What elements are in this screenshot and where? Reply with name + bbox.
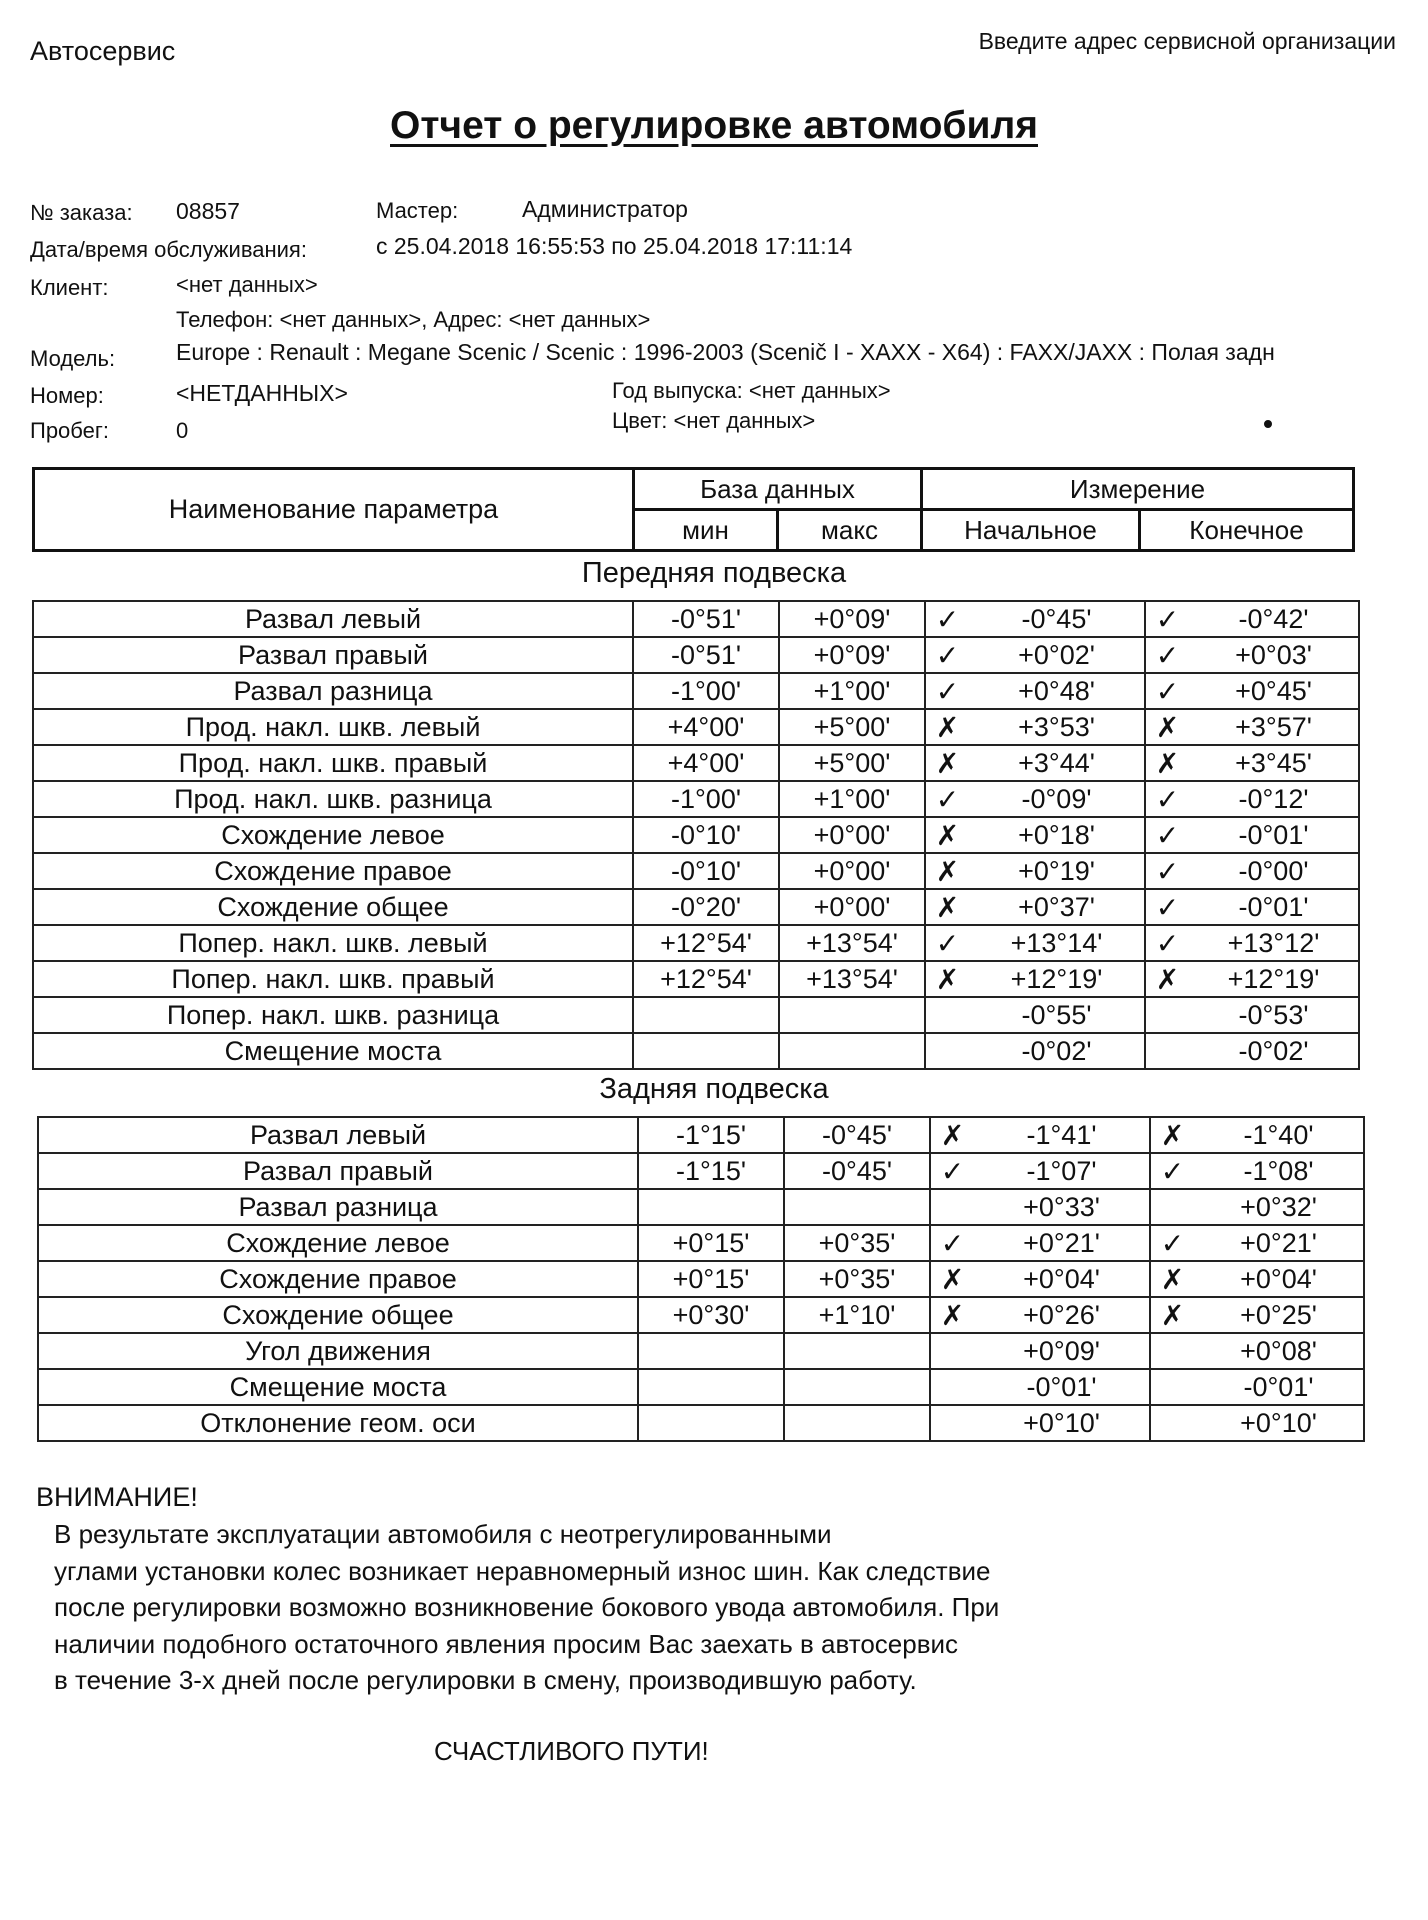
client-label: Клиент: bbox=[30, 275, 109, 300]
initial-value-cell: -0°02' bbox=[969, 1033, 1145, 1069]
db-min-cell: -0°51' bbox=[633, 601, 779, 637]
db-min-cell bbox=[638, 1369, 784, 1405]
db-min-cell: -0°20' bbox=[633, 889, 779, 925]
header-final: Конечное bbox=[1140, 510, 1354, 551]
final-status-mark: ✓ bbox=[1145, 817, 1189, 853]
initial-status-mark bbox=[925, 1033, 969, 1069]
initial-status-mark: ✗ bbox=[930, 1297, 974, 1333]
param-name-cell: Схождение правое bbox=[38, 1261, 638, 1297]
table-row bbox=[33, 781, 1359, 817]
front-table bbox=[32, 600, 1360, 1070]
mileage-label: Пробег: bbox=[30, 418, 110, 443]
table-row bbox=[38, 1261, 1364, 1297]
param-name-cell: Попер. накл. шкв. левый bbox=[33, 925, 633, 961]
final-value-cell: +13°12' bbox=[1189, 925, 1359, 961]
model-value: Europe : Renault : Megane Scenic / Scenic : 1996-2003 (Scenič I - XAXX - X64) : FAXX/JAXX : Полая задн bbox=[176, 339, 1275, 365]
param-name-cell: Развал левый bbox=[33, 601, 633, 637]
final-status-mark: ✗ bbox=[1145, 745, 1189, 781]
model-label: Модель: bbox=[30, 346, 116, 371]
initial-value-cell: -0°45' bbox=[969, 601, 1145, 637]
final-value-cell: +3°57' bbox=[1189, 709, 1359, 745]
final-status-mark: ✓ bbox=[1145, 853, 1189, 889]
farewell-text: СЧАСТЛИВОГО ПУТИ! bbox=[434, 1736, 709, 1766]
db-min-cell: -0°51' bbox=[633, 637, 779, 673]
order-label: № заказа: bbox=[30, 200, 133, 225]
db-min-cell bbox=[638, 1333, 784, 1369]
db-min-cell bbox=[638, 1189, 784, 1225]
param-name-cell: Схождение общее bbox=[38, 1297, 638, 1333]
final-value-cell: +0°25' bbox=[1194, 1297, 1364, 1333]
db-min-cell bbox=[638, 1405, 784, 1441]
db-max-cell: +0°00' bbox=[779, 817, 925, 853]
table-row bbox=[38, 1297, 1364, 1333]
final-value-cell: +3°45' bbox=[1189, 745, 1359, 781]
color-info: Цвет: <нет данных> bbox=[612, 408, 816, 433]
param-name-cell: Прод. накл. шкв. левый bbox=[33, 709, 633, 745]
initial-value-cell: +0°10' bbox=[974, 1405, 1150, 1441]
initial-status-mark: ✓ bbox=[925, 673, 969, 709]
db-min-cell: -0°10' bbox=[633, 817, 779, 853]
mileage-value: 0 bbox=[176, 418, 189, 443]
param-name-cell: Прод. накл. шкв. правый bbox=[33, 745, 633, 781]
db-min-cell: -0°10' bbox=[633, 853, 779, 889]
db-max-cell: +13°54' bbox=[779, 925, 925, 961]
db-max-cell: +1°10' bbox=[784, 1297, 930, 1333]
header-param-name: Наименование параметра bbox=[34, 469, 634, 551]
table-row bbox=[33, 925, 1359, 961]
final-status-mark bbox=[1150, 1189, 1194, 1225]
db-min-cell: -1°15' bbox=[638, 1117, 784, 1153]
final-value-cell: +0°21' bbox=[1194, 1225, 1364, 1261]
db-max-cell: +13°54' bbox=[779, 961, 925, 997]
company-name: Автосервис bbox=[30, 36, 176, 66]
year-info: Год выпуска: <нет данных> bbox=[612, 378, 891, 403]
warning-title: ВНИМАНИЕ! bbox=[36, 1482, 198, 1512]
initial-status-mark: ✓ bbox=[925, 601, 969, 637]
speck bbox=[1264, 420, 1272, 428]
param-name-cell: Отклонение геом. оси bbox=[38, 1405, 638, 1441]
final-value-cell: -1°40' bbox=[1194, 1117, 1364, 1153]
param-name-cell: Схождение левое bbox=[38, 1225, 638, 1261]
initial-value-cell: +0°26' bbox=[974, 1297, 1150, 1333]
param-name-cell: Схождение правое bbox=[33, 853, 633, 889]
master-value: Администратор bbox=[522, 196, 688, 222]
db-max-cell: +5°00' bbox=[779, 709, 925, 745]
final-status-mark: ✗ bbox=[1145, 961, 1189, 997]
datetime-label: Дата/время обслуживания: bbox=[30, 237, 307, 262]
initial-status-mark bbox=[930, 1405, 974, 1441]
initial-value-cell: +0°04' bbox=[974, 1261, 1150, 1297]
initial-value-cell: -0°01' bbox=[974, 1369, 1150, 1405]
final-value-cell: +0°45' bbox=[1189, 673, 1359, 709]
header-database: База данных bbox=[634, 469, 922, 510]
db-min-cell: -1°00' bbox=[633, 673, 779, 709]
initial-value-cell: +0°33' bbox=[974, 1189, 1150, 1225]
service-address: Введите адрес сервисной организации bbox=[978, 28, 1396, 54]
db-min-cell: +12°54' bbox=[633, 925, 779, 961]
param-name-cell: Развал правый bbox=[33, 637, 633, 673]
warning-line: углами установки колес возникает неравномерный износ шин. Как следствие bbox=[54, 1555, 991, 1586]
initial-value-cell: +0°21' bbox=[974, 1225, 1150, 1261]
db-max-cell: +0°00' bbox=[779, 889, 925, 925]
final-value-cell: -0°01' bbox=[1194, 1369, 1364, 1405]
number-value: <НЕТДАННЫХ> bbox=[176, 380, 348, 406]
header-min: мин bbox=[634, 510, 778, 551]
final-value-cell: -0°01' bbox=[1189, 817, 1359, 853]
db-min-cell: +4°00' bbox=[633, 745, 779, 781]
final-status-mark bbox=[1145, 1033, 1189, 1069]
db-max-cell bbox=[779, 1033, 925, 1069]
db-max-cell: +0°35' bbox=[784, 1261, 930, 1297]
final-value-cell: +0°32' bbox=[1194, 1189, 1364, 1225]
initial-value-cell: +3°53' bbox=[969, 709, 1145, 745]
warning-line: после регулировки возможно возникновение бокового увода автомобиля. При bbox=[54, 1592, 1000, 1622]
db-max-cell: +5°00' bbox=[779, 745, 925, 781]
db-max-cell: +0°09' bbox=[779, 637, 925, 673]
params-header-table bbox=[32, 467, 1355, 552]
final-status-mark bbox=[1150, 1369, 1194, 1405]
param-name-cell: Прод. накл. шкв. разница bbox=[33, 781, 633, 817]
final-value-cell: -0°00' bbox=[1189, 853, 1359, 889]
final-status-mark: ✓ bbox=[1150, 1153, 1194, 1189]
final-status-mark: ✓ bbox=[1145, 673, 1189, 709]
rear-table bbox=[37, 1116, 1365, 1442]
param-name-cell: Попер. накл. шкв. правый bbox=[33, 961, 633, 997]
param-name-cell: Схождение левое bbox=[33, 817, 633, 853]
initial-status-mark: ✓ bbox=[925, 925, 969, 961]
initial-status-mark: ✗ bbox=[930, 1117, 974, 1153]
final-status-mark: ✓ bbox=[1145, 925, 1189, 961]
final-value-cell: +12°19' bbox=[1189, 961, 1359, 997]
param-name-cell: Развал правый bbox=[38, 1153, 638, 1189]
db-min-cell: +12°54' bbox=[633, 961, 779, 997]
initial-value-cell: +12°19' bbox=[969, 961, 1145, 997]
db-max-cell bbox=[784, 1189, 930, 1225]
param-name-cell: Смещение моста bbox=[38, 1369, 638, 1405]
initial-value-cell: +0°09' bbox=[974, 1333, 1150, 1369]
report-title: Отчет о регулировке автомобиля bbox=[390, 104, 1038, 147]
table-row bbox=[33, 817, 1359, 853]
table-row bbox=[33, 673, 1359, 709]
db-max-cell bbox=[784, 1405, 930, 1441]
initial-status-mark: ✗ bbox=[925, 709, 969, 745]
final-status-mark: ✗ bbox=[1145, 709, 1189, 745]
initial-value-cell: -1°07' bbox=[974, 1153, 1150, 1189]
table-row bbox=[33, 709, 1359, 745]
table-row bbox=[33, 889, 1359, 925]
warning-line: В результате эксплуатации автомобиля с неотрегулированными bbox=[54, 1519, 832, 1549]
db-min-cell: +0°15' bbox=[638, 1225, 784, 1261]
initial-status-mark: ✓ bbox=[925, 781, 969, 817]
initial-status-mark: ✗ bbox=[925, 961, 969, 997]
param-name-cell: Смещение моста bbox=[33, 1033, 633, 1069]
front-section-title: Передняя подвеска bbox=[581, 557, 847, 589]
final-value-cell: -1°08' bbox=[1194, 1153, 1364, 1189]
final-status-mark bbox=[1150, 1405, 1194, 1441]
final-status-mark: ✓ bbox=[1150, 1225, 1194, 1261]
final-status-mark: ✓ bbox=[1145, 781, 1189, 817]
client-value: <нет данных> bbox=[176, 272, 318, 297]
initial-status-mark: ✓ bbox=[930, 1153, 974, 1189]
initial-value-cell: +3°44' bbox=[969, 745, 1145, 781]
warning-text bbox=[54, 1516, 1254, 1699]
table-row bbox=[33, 745, 1359, 781]
final-value-cell: -0°01' bbox=[1189, 889, 1359, 925]
param-name-cell: Попер. накл. шкв. разница bbox=[33, 997, 633, 1033]
table-row bbox=[38, 1189, 1364, 1225]
db-max-cell: -0°45' bbox=[784, 1117, 930, 1153]
initial-value-cell: +0°02' bbox=[969, 637, 1145, 673]
final-value-cell: +0°10' bbox=[1194, 1405, 1364, 1441]
initial-value-cell: -1°41' bbox=[974, 1117, 1150, 1153]
db-max-cell: +0°09' bbox=[779, 601, 925, 637]
db-min-cell: -1°15' bbox=[638, 1153, 784, 1189]
db-max-cell: +0°00' bbox=[779, 853, 925, 889]
table-row bbox=[33, 853, 1359, 889]
table-row bbox=[38, 1153, 1364, 1189]
initial-value-cell: +13°14' bbox=[969, 925, 1145, 961]
header-max: макс bbox=[778, 510, 922, 551]
number-label: Номер: bbox=[30, 383, 104, 408]
table-row bbox=[38, 1369, 1364, 1405]
db-max-cell: +1°00' bbox=[779, 673, 925, 709]
db-min-cell: -1°00' bbox=[633, 781, 779, 817]
final-value-cell: -0°02' bbox=[1189, 1033, 1359, 1069]
final-value-cell: +0°04' bbox=[1194, 1261, 1364, 1297]
initial-value-cell: +0°48' bbox=[969, 673, 1145, 709]
final-status-mark: ✗ bbox=[1150, 1297, 1194, 1333]
table-row bbox=[33, 997, 1359, 1033]
db-min-cell bbox=[633, 1033, 779, 1069]
rear-section-title: Задняя подвеска bbox=[599, 1073, 829, 1105]
final-value-cell: +0°03' bbox=[1189, 637, 1359, 673]
db-min-cell bbox=[633, 997, 779, 1033]
warning-line: наличии подобного остаточного явления просим Вас заехать в автосервис bbox=[54, 1628, 959, 1659]
initial-status-mark bbox=[930, 1333, 974, 1369]
db-min-cell: +0°30' bbox=[638, 1297, 784, 1333]
order-value: 08857 bbox=[176, 198, 240, 224]
final-value-cell: -0°42' bbox=[1189, 601, 1359, 637]
initial-status-mark: ✗ bbox=[925, 745, 969, 781]
initial-value-cell: +0°37' bbox=[969, 889, 1145, 925]
db-min-cell: +4°00' bbox=[633, 709, 779, 745]
phone-address: Телефон: <нет данных>, Адрес: <нет данных> bbox=[176, 307, 651, 332]
initial-status-mark: ✗ bbox=[925, 817, 969, 853]
param-name-cell: Развал левый bbox=[38, 1117, 638, 1153]
db-max-cell bbox=[784, 1333, 930, 1369]
final-value-cell: +0°08' bbox=[1194, 1333, 1364, 1369]
warning-line: в течение 3-х дней после регулировки в смену, производившую работу. bbox=[54, 1665, 917, 1695]
datetime-value: с 25.04.2018 16:55:53 по 25.04.2018 17:11:14 bbox=[376, 233, 853, 259]
db-max-cell: +1°00' bbox=[779, 781, 925, 817]
param-name-cell: Развал разница bbox=[33, 673, 633, 709]
final-value-cell: -0°12' bbox=[1189, 781, 1359, 817]
initial-status-mark bbox=[930, 1189, 974, 1225]
initial-value-cell: -0°55' bbox=[969, 997, 1145, 1033]
final-status-mark: ✗ bbox=[1150, 1261, 1194, 1297]
initial-status-mark bbox=[925, 997, 969, 1033]
param-name-cell: Схождение общее bbox=[33, 889, 633, 925]
table-row bbox=[33, 601, 1359, 637]
table-row bbox=[38, 1117, 1364, 1153]
master-label: Мастер: bbox=[376, 198, 459, 223]
final-status-mark: ✓ bbox=[1145, 601, 1189, 637]
param-name-cell: Угол движения bbox=[38, 1333, 638, 1369]
final-status-mark: ✓ bbox=[1145, 637, 1189, 673]
initial-status-mark: ✓ bbox=[930, 1225, 974, 1261]
header-measurement: Измерение bbox=[922, 469, 1354, 510]
table-row bbox=[38, 1405, 1364, 1441]
db-max-cell: +0°35' bbox=[784, 1225, 930, 1261]
header-initial: Начальное bbox=[922, 510, 1140, 551]
table-row bbox=[33, 961, 1359, 997]
table-row bbox=[38, 1225, 1364, 1261]
final-status-mark: ✓ bbox=[1145, 889, 1189, 925]
db-min-cell: +0°15' bbox=[638, 1261, 784, 1297]
db-max-cell bbox=[779, 997, 925, 1033]
final-status-mark bbox=[1150, 1333, 1194, 1369]
table-row bbox=[38, 1333, 1364, 1369]
param-name-cell: Развал разница bbox=[38, 1189, 638, 1225]
initial-status-mark bbox=[930, 1369, 974, 1405]
initial-status-mark: ✗ bbox=[925, 853, 969, 889]
initial-status-mark: ✓ bbox=[925, 637, 969, 673]
initial-status-mark: ✗ bbox=[930, 1261, 974, 1297]
final-status-mark: ✗ bbox=[1150, 1117, 1194, 1153]
table-row bbox=[33, 1033, 1359, 1069]
initial-value-cell: -0°09' bbox=[969, 781, 1145, 817]
initial-value-cell: +0°18' bbox=[969, 817, 1145, 853]
initial-status-mark: ✗ bbox=[925, 889, 969, 925]
initial-value-cell: +0°19' bbox=[969, 853, 1145, 889]
db-max-cell: -0°45' bbox=[784, 1153, 930, 1189]
table-row bbox=[33, 637, 1359, 673]
final-status-mark bbox=[1145, 997, 1189, 1033]
db-max-cell bbox=[784, 1369, 930, 1405]
final-value-cell: -0°53' bbox=[1189, 997, 1359, 1033]
